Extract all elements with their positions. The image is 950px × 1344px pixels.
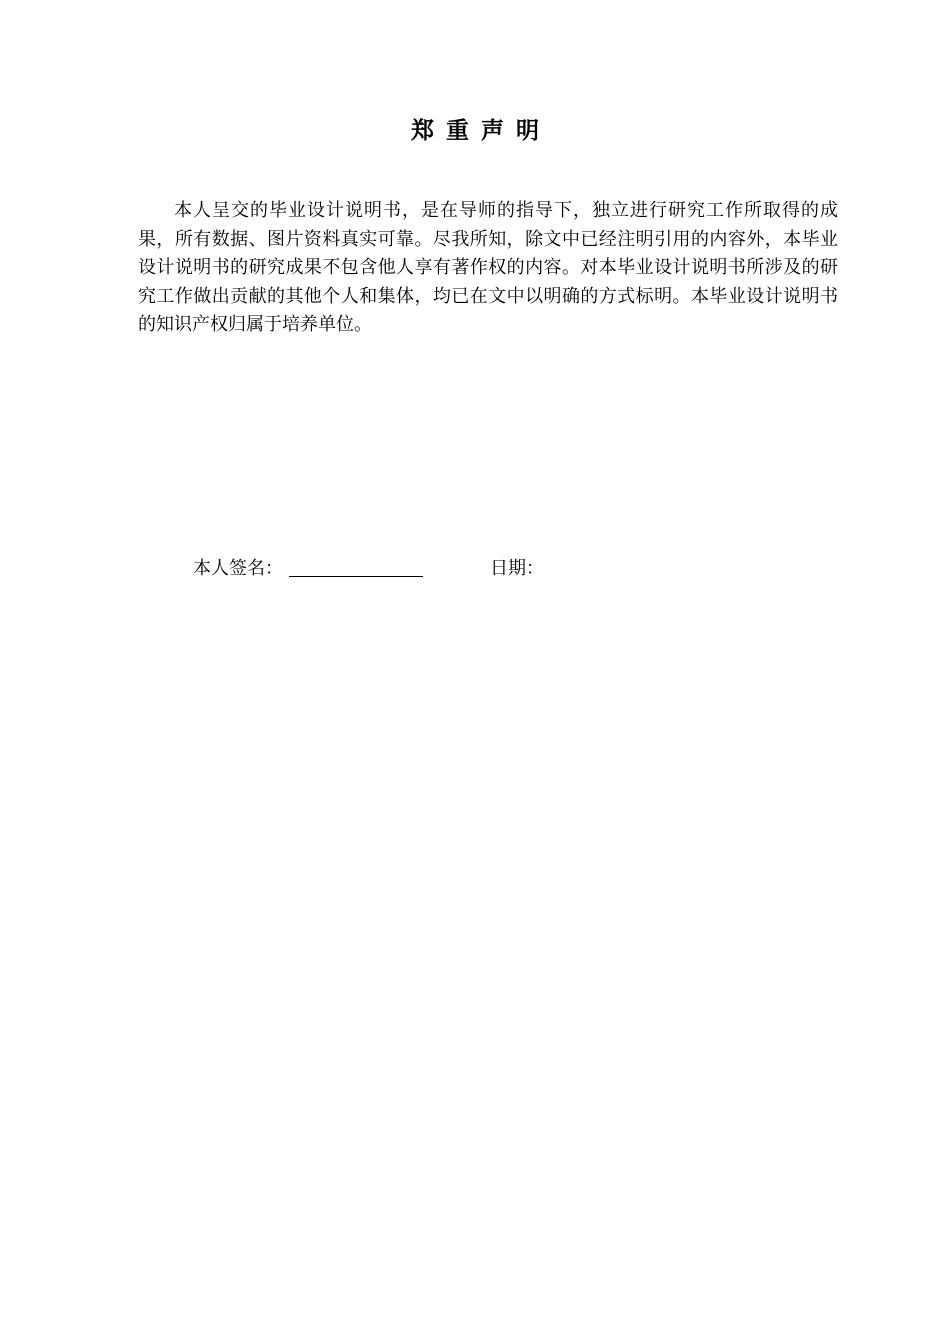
title-char: 重 [446, 118, 469, 144]
declaration-paragraph: 本人呈交的毕业设计说明书，是在导师的指导下，独立进行研究工作所取得的成果，所有数据、图片资料真实可靠。尽我所知，除文中已经注明引用的内容外，本毕业设计说明书的研究成果不包含他人享有著作权的内容。对本毕业设计说明书所涉及的研究工作做出贡献的其他个人和集体，均已在文中以明确的方式标明。本毕业设计说明书的知识产权归属于培养单位。 [138, 200, 838, 335]
signature-label: 本人签名： [193, 558, 283, 579]
page-title [0, 114, 950, 148]
signature-line [289, 576, 423, 577]
title-char: 明 [516, 118, 539, 144]
title-char: 郑 [411, 118, 434, 144]
title-char: 声 [481, 118, 504, 144]
date-label: 日期： [490, 558, 544, 579]
signature-row [193, 555, 793, 583]
